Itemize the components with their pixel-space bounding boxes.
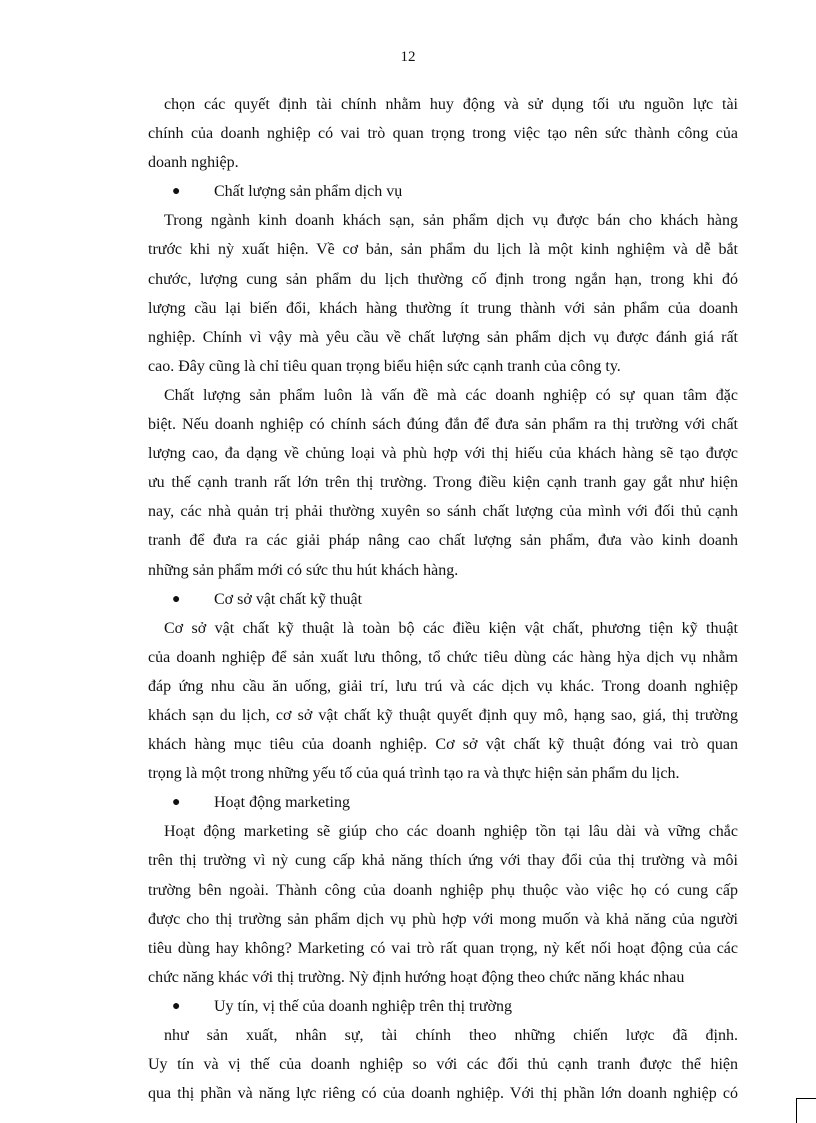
text-line: ưu thế cạnh tranh rất lớn trên thị trường. Trong điều kiện cạnh tranh gay gắt như hiện <box>148 474 738 492</box>
text-line: chính của doanh nghiệp có vai trò quan trọng trong việc tạo nên sức thành công của <box>148 125 738 143</box>
text-line: như sản xuất, nhân sự, tài chính theo những chiến lược đã định. <box>164 1027 738 1044</box>
text-line: của doanh nghiệp để sản xuất lưu thông, tổ chức tiêu dùng các hàng hỳa dịch vụ nhằm <box>148 648 738 666</box>
document-body <box>148 90 738 1108</box>
text-line: Hoạt động marketing sẽ giúp cho các doanh nghiệp tồn tại lâu dài và vững chắc <box>164 823 738 841</box>
text-line: nay, các nhà quản trị phải thường xuyên so sánh chất lượng của mình với đối thủ cạnh <box>148 503 738 521</box>
bullet-icon: ● <box>172 591 181 607</box>
text-line: doanh nghiệp. <box>148 154 239 172</box>
text-line: cao. Đây cũng là chỉ tiêu quan trọng biểu hiện sức cạnh tranh của công ty. <box>148 357 621 375</box>
text-line: khách hàng mục tiêu của doanh nghiệp. Cơ sở vật chất kỹ thuật đóng vai trò quan <box>148 736 738 754</box>
text-line: trên thị trường vì nỳ cung cấp khả năng thích ứng với thay đổi của thị trường và môi <box>148 852 738 870</box>
bullet-icon: ● <box>172 795 181 811</box>
page-corner-mark <box>796 1098 816 1099</box>
text-line: tiêu dùng hay không? Marketing có vai trò rất quan trọng, nỳ kết nối hoạt động của các <box>148 939 738 957</box>
page-corner-mark <box>796 1098 797 1123</box>
bullet-heading-text: Cơ sở vật chất kỹ thuật <box>214 590 363 608</box>
text-line: trường bên ngoài. Thành công của doanh nghiệp phụ thuộc vào việc họ có cung cấp <box>148 881 738 899</box>
page-number: 12 <box>400 49 416 65</box>
text-line: tranh để đưa ra các giải pháp nâng cao chất lượng sản phẩm, đưa vào kinh doanh <box>148 532 738 550</box>
text-line: trước khi nỳ xuất hiện. Về cơ bản, sản phẩm du lịch là một kinh nghiệm và dễ bắt <box>148 241 738 259</box>
bullet-icon: ● <box>172 998 181 1014</box>
text-line: biệt. Nếu doanh nghiệp có chính sách đúng đắn để đưa sản phẩm ra thị trường với chất <box>148 416 738 434</box>
text-line: chọn các quyết định tài chính nhằm huy động và sử dụng tối ưu nguồn lực tài <box>164 96 738 113</box>
text-line: Cơ sở vật chất kỹ thuật là toàn bộ các điều kiện vật chất, phương tiện kỹ thuật <box>164 619 738 637</box>
text-line: trọng là một trong những yếu tố của quá trình tạo ra và thực hiện sản phẩm du lịch. <box>148 765 680 783</box>
bullet-icon: ● <box>172 184 181 200</box>
text-line: lượng cao, đa dạng về chủng loại và phù hợp với thị hiếu của khách hàng sẽ tạo được <box>148 445 738 463</box>
bullet-heading-text: Hoạt động marketing <box>214 794 350 812</box>
text-line: Chất lượng sản phẩm luôn là vấn đề mà các doanh nghiệp có sự quan tâm đặc <box>164 386 738 404</box>
bullet-heading <box>164 177 738 206</box>
bullet-heading <box>164 992 738 1021</box>
bullet-heading-text: Chất lượng sản phẩm dịch vụ <box>214 183 403 201</box>
text-line: đáp ứng nhu cầu ăn uống, giải trí, lưu trú và các dịch vụ khác. Trong doanh nghiệp <box>148 677 738 695</box>
text-line: Trong ngành kinh doanh khách sạn, sản phẩm dịch vụ được bán cho khách hàng <box>164 212 738 230</box>
bullet-heading <box>164 788 738 817</box>
text-line: qua thị phần và năng lực riêng có của doanh nghiệp. Với thị phần lớn doanh nghiệp có <box>148 1085 738 1103</box>
bullet-heading-text: Uy tín, vị thế của doanh nghiệp trên thị trường <box>214 997 512 1015</box>
text-line: được cho thị trường sản phẩm dịch vụ phù hợp với mong muốn và khả năng của người <box>148 910 738 928</box>
bullet-heading <box>164 585 738 614</box>
text-line: nghiệp. Chính vì vậy mà yêu cầu về chất lượng sản phẩm dịch vụ được đánh giá rất <box>148 328 738 346</box>
text-line: khách sạn du lịch, cơ sở vật chất kỹ thuật quyết định quy mô, hạng sao, giá, thị trường <box>148 706 738 724</box>
text-line: chước, lượng cung sản phẩm du lịch thường cố định trong ngắn hạn, trong khi đó <box>148 270 738 288</box>
text-line: những sản phẩm mới có sức thu hút khách hàng. <box>148 561 459 579</box>
text-line: Uy tín và vị thế của doanh nghiệp so với các đối thủ cạnh tranh được thể hiện <box>148 1056 738 1074</box>
text-line: lượng cầu lại biến đổi, khách hàng thường ít trung thành với sản phẩm của doanh <box>148 299 738 317</box>
text-line: chức năng khác với thị trường. Nỳ định hướng hoạt động theo chức năng khác nhau <box>148 968 685 986</box>
